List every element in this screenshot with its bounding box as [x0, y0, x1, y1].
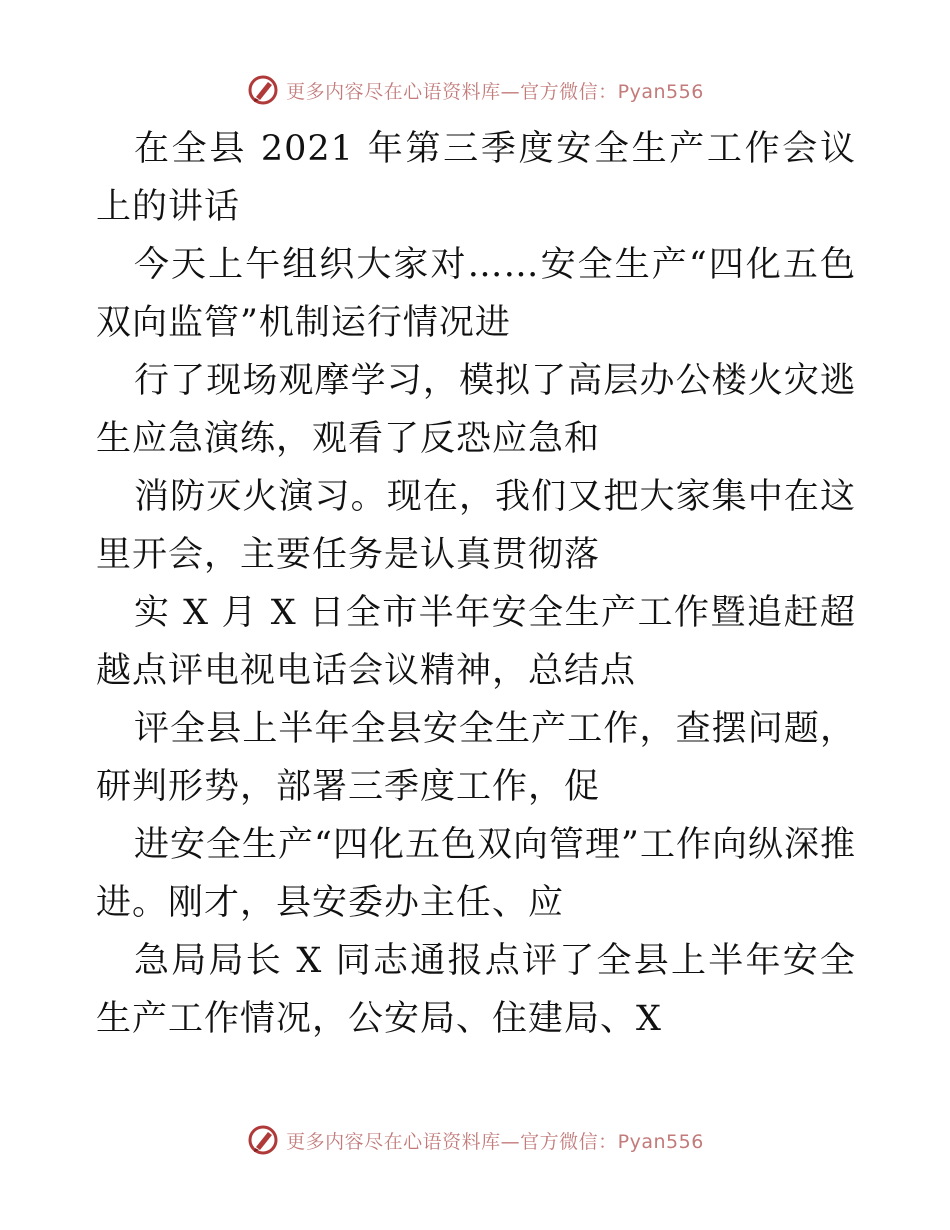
paragraph: 今天上午组织大家对……安全生产“四化五色双向监管”机制运行情况进: [96, 245, 856, 343]
paragraph: 消防灭火演习。现在，我们又把大家集中在这里开会，主要任务是认真贯彻落: [96, 477, 856, 575]
paragraph-title: 在全县 2021 年第三季度安全生产工作会议上的讲话: [96, 129, 856, 227]
paragraph: 评全县上半年全县安全生产工作，查摆问题，研判形势，部署三季度工作，促: [96, 709, 856, 807]
pen-logo-icon: [246, 73, 280, 107]
header-watermark: [0, 70, 950, 110]
pen-logo-icon: [246, 1123, 280, 1157]
paragraph: 进安全生产“四化五色双向管理”工作向纵深推进。刚才，县安委办主任、应: [96, 825, 856, 923]
document-body: [96, 120, 856, 1048]
watermark-text: 更多内容尽在心语资料库—官方微信：Pyan556: [286, 1130, 704, 1153]
footer-watermark: [0, 1120, 950, 1160]
paragraph: 急局局长 X 同志通报点评了全县上半年安全生产工作情况，公安局、住建局、X: [96, 941, 856, 1039]
paragraph: 实 X 月 X 日全市半年安全生产工作暨追赶超越点评电视电话会议精神，总结点: [96, 593, 856, 691]
paragraph: 行了现场观摩学习，模拟了高层办公楼火灾逃生应急演练，观看了反恐应急和: [96, 361, 856, 459]
watermark-text: 更多内容尽在心语资料库—官方微信：Pyan556: [286, 80, 704, 103]
